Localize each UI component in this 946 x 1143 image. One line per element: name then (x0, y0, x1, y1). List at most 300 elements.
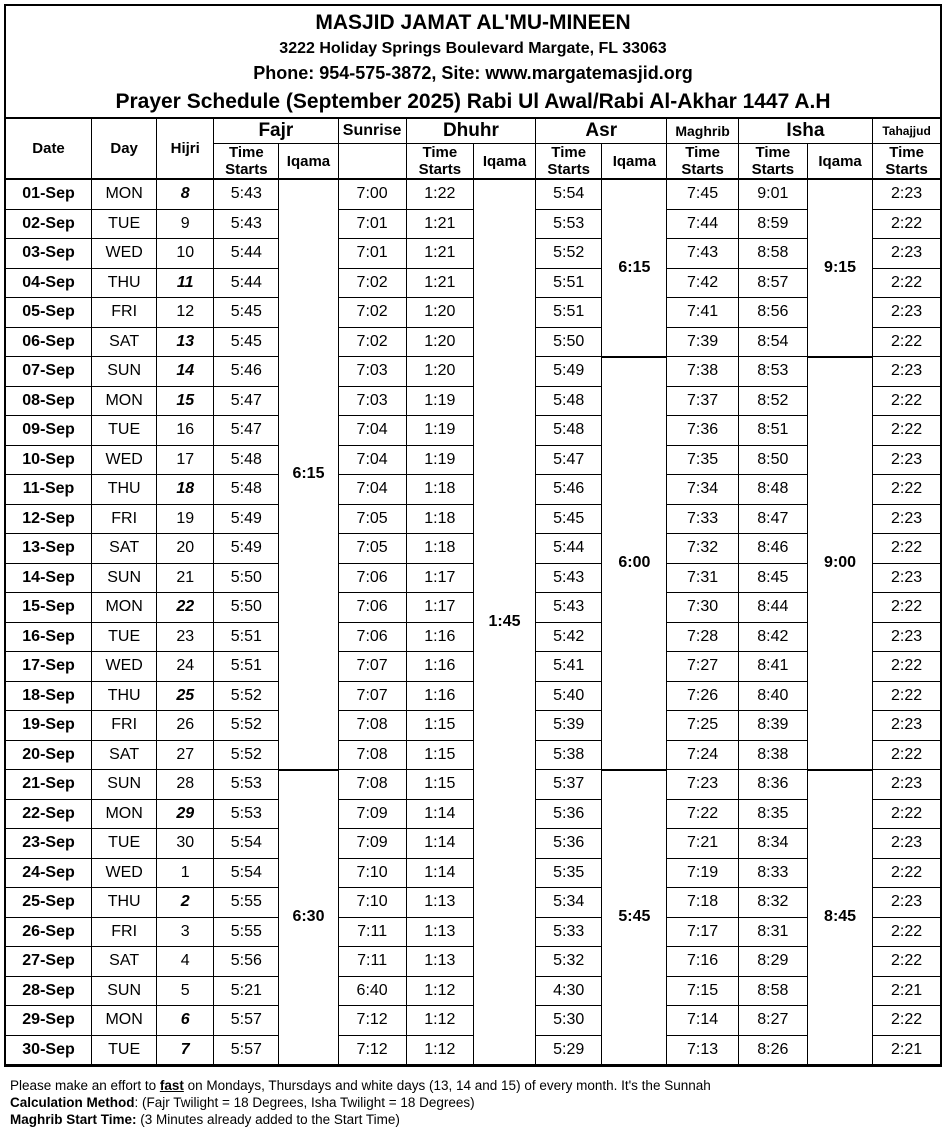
sunrise-cell: 7:01 (338, 209, 406, 239)
maghrib-time-cell: 7:13 (667, 1035, 738, 1065)
dhuhr-time-cell: 1:15 (406, 711, 473, 741)
date-cell: 05-Sep (6, 298, 92, 328)
dhuhr-time-starts: Time Starts (406, 144, 473, 180)
isha-time-cell: 8:32 (738, 888, 807, 918)
dhuhr-time-cell: 1:12 (406, 976, 473, 1006)
hijri-cell: 28 (157, 770, 214, 800)
sunrise-cell: 7:06 (338, 593, 406, 623)
dhuhr-time-cell: 1:13 (406, 917, 473, 947)
asr-time-cell: 5:30 (536, 1006, 602, 1036)
hijri-cell: 25 (157, 681, 214, 711)
maghrib-text: (3 Minutes already added to the Start Time) (136, 1112, 400, 1127)
asr-time-cell: 5:48 (536, 416, 602, 446)
isha-time-cell: 8:38 (738, 740, 807, 770)
day-cell: SUN (92, 976, 157, 1006)
hijri-cell: 5 (157, 976, 214, 1006)
hijri-cell: 20 (157, 534, 214, 564)
tahajjud-cell: 2:22 (873, 534, 940, 564)
fajr-iqama: Iqama (279, 144, 338, 180)
isha-iqama: Iqama (807, 144, 872, 180)
sunrise-cell: 7:01 (338, 239, 406, 269)
fajr-time-cell: 5:44 (214, 239, 279, 269)
calc-label: Calculation Method (10, 1095, 135, 1110)
day-cell: TUE (92, 416, 157, 446)
maghrib-time-cell: 7:45 (667, 179, 738, 209)
tahajjud-cell: 2:22 (873, 475, 940, 505)
hijri-cell: 27 (157, 740, 214, 770)
fajr-time-cell: 5:52 (214, 711, 279, 741)
maghrib-time-cell: 7:27 (667, 652, 738, 682)
hijri-cell: 8 (157, 179, 214, 209)
tahajjud-cell: 2:22 (873, 1006, 940, 1036)
tahajjud-cell: 2:23 (873, 770, 940, 800)
isha-time-cell: 8:50 (738, 445, 807, 475)
dhuhr-time-cell: 1:18 (406, 475, 473, 505)
isha-time-cell: 8:56 (738, 298, 807, 328)
tahajjud-cell: 2:21 (873, 976, 940, 1006)
isha-time-cell: 8:27 (738, 1006, 807, 1036)
hijri-cell: 15 (157, 386, 214, 416)
dhuhr-time-cell: 1:14 (406, 799, 473, 829)
sunrise-cell: 7:11 (338, 947, 406, 977)
asr-time-cell: 5:51 (536, 298, 602, 328)
table-row (6, 622, 940, 652)
table-row (6, 799, 940, 829)
isha-time-cell: 8:54 (738, 327, 807, 357)
date-cell: 22-Sep (6, 799, 92, 829)
table-row (6, 504, 940, 534)
fajr-time-cell: 5:50 (214, 563, 279, 593)
col-day: Day (92, 119, 157, 179)
asr-time-cell: 5:39 (536, 711, 602, 741)
date-cell: 01-Sep (6, 179, 92, 209)
dhuhr-time-cell: 1:20 (406, 357, 473, 387)
asr-iqama-cell: 5:45 (602, 770, 667, 1065)
asr-time-cell: 5:36 (536, 829, 602, 859)
sunrise-cell: 7:08 (338, 740, 406, 770)
table-row (6, 858, 940, 888)
tahajjud-time-starts: Time Starts (873, 144, 940, 180)
dhuhr-time-cell: 1:21 (406, 209, 473, 239)
asr-time-cell: 5:35 (536, 858, 602, 888)
asr-time-starts: Time Starts (536, 144, 602, 180)
fajr-iqama-cell: 6:15 (279, 179, 338, 770)
isha-time-cell: 8:44 (738, 593, 807, 623)
day-cell: THU (92, 268, 157, 298)
maghrib-label: Maghrib Start Time: (10, 1112, 137, 1127)
hijri-cell: 9 (157, 209, 214, 239)
day-cell: MON (92, 799, 157, 829)
day-cell: FRI (92, 298, 157, 328)
contact-info: Phone: 954-575-3872, Site: www.margatemasjid.org (253, 63, 693, 83)
asr-iqama-cell: 6:00 (602, 357, 667, 770)
tahajjud-cell: 2:21 (873, 1035, 940, 1065)
col-fajr: Fajr (214, 119, 338, 144)
date-cell: 30-Sep (6, 1035, 92, 1065)
isha-time-cell: 8:42 (738, 622, 807, 652)
hijri-cell: 22 (157, 593, 214, 623)
asr-iqama-cell: 6:15 (602, 179, 667, 357)
fajr-time-cell: 5:43 (214, 209, 279, 239)
table-row (6, 386, 940, 416)
col-hijri: Hijri (157, 119, 214, 179)
maghrib-time-cell: 7:21 (667, 829, 738, 859)
day-cell: WED (92, 445, 157, 475)
hijri-cell: 10 (157, 239, 214, 269)
calculation-note (10, 1094, 936, 1111)
dhuhr-time-cell: 1:19 (406, 445, 473, 475)
hijri-cell: 14 (157, 357, 214, 387)
isha-time-cell: 8:59 (738, 209, 807, 239)
hijri-cell: 19 (157, 504, 214, 534)
table-row (6, 770, 940, 800)
maghrib-time-cell: 7:43 (667, 239, 738, 269)
dhuhr-iqama: Iqama (473, 144, 535, 180)
asr-time-cell: 5:33 (536, 917, 602, 947)
table-row (6, 593, 940, 623)
fajr-time-cell: 5:48 (214, 445, 279, 475)
sunrise-cell: 7:04 (338, 416, 406, 446)
asr-time-cell: 5:38 (536, 740, 602, 770)
dhuhr-time-cell: 1:12 (406, 1006, 473, 1036)
maghrib-time-cell: 7:31 (667, 563, 738, 593)
asr-time-cell: 5:52 (536, 239, 602, 269)
sunrise-cell: 7:02 (338, 327, 406, 357)
hijri-cell: 30 (157, 829, 214, 859)
tahajjud-cell: 2:23 (873, 622, 940, 652)
tahajjud-cell: 2:22 (873, 858, 940, 888)
table-row (6, 416, 940, 446)
date-cell: 12-Sep (6, 504, 92, 534)
maghrib-time-cell: 7:25 (667, 711, 738, 741)
day-cell: MON (92, 1006, 157, 1036)
fajr-time-cell: 5:49 (214, 504, 279, 534)
dhuhr-time-cell: 1:20 (406, 327, 473, 357)
date-cell: 23-Sep (6, 829, 92, 859)
asr-time-cell: 5:44 (536, 534, 602, 564)
tahajjud-cell: 2:22 (873, 209, 940, 239)
sunrise-cell: 7:00 (338, 179, 406, 209)
hijri-cell: 26 (157, 711, 214, 741)
isha-time-cell: 8:31 (738, 917, 807, 947)
tahajjud-cell: 2:22 (873, 416, 940, 446)
fast-note-rest: on Mondays, Thursdays and white days (13, 14 and 15) of every month. It's the Sunnah (183, 1078, 711, 1093)
day-cell: THU (92, 681, 157, 711)
isha-time-cell: 8:58 (738, 976, 807, 1006)
asr-time-cell: 5:42 (536, 622, 602, 652)
fast-word: fast (159, 1078, 184, 1093)
asr-time-cell: 5:47 (536, 445, 602, 475)
fast-note-text: Please make an effort to (10, 1078, 160, 1093)
tahajjud-cell: 2:22 (873, 917, 940, 947)
fajr-time-cell: 5:52 (214, 681, 279, 711)
dhuhr-time-cell: 1:12 (406, 1035, 473, 1065)
maghrib-time-cell: 7:28 (667, 622, 738, 652)
hijri-cell: 6 (157, 1006, 214, 1036)
asr-time-cell: 5:48 (536, 386, 602, 416)
fast-note (10, 1077, 936, 1094)
isha-time-cell: 8:40 (738, 681, 807, 711)
date-cell: 21-Sep (6, 770, 92, 800)
isha-time-cell: 8:47 (738, 504, 807, 534)
isha-time-cell: 8:46 (738, 534, 807, 564)
fajr-time-cell: 5:45 (214, 298, 279, 328)
asr-time-cell: 5:45 (536, 504, 602, 534)
asr-time-cell: 5:53 (536, 209, 602, 239)
maghrib-time-cell: 7:32 (667, 534, 738, 564)
fajr-time-cell: 5:45 (214, 327, 279, 357)
date-cell: 09-Sep (6, 416, 92, 446)
day-cell: SAT (92, 740, 157, 770)
date-cell: 04-Sep (6, 268, 92, 298)
maghrib-time-cell: 7:35 (667, 445, 738, 475)
day-cell: TUE (92, 1035, 157, 1065)
date-cell: 06-Sep (6, 327, 92, 357)
fajr-time-cell: 5:55 (214, 917, 279, 947)
col-date: Date (6, 119, 92, 179)
sunrise-cell: 7:09 (338, 829, 406, 859)
fajr-time-cell: 5:47 (214, 386, 279, 416)
maghrib-time-cell: 7:36 (667, 416, 738, 446)
fajr-time-cell: 5:55 (214, 888, 279, 918)
hijri-cell: 23 (157, 622, 214, 652)
table-row (6, 357, 940, 387)
fajr-time-cell: 5:57 (214, 1006, 279, 1036)
isha-iqama-cell: 8:45 (807, 770, 872, 1065)
tahajjud-cell: 2:23 (873, 563, 940, 593)
dhuhr-time-cell: 1:21 (406, 268, 473, 298)
table-row (6, 947, 940, 977)
date-cell: 29-Sep (6, 1006, 92, 1036)
sunrise-cell: 7:10 (338, 888, 406, 918)
isha-time-cell: 8:35 (738, 799, 807, 829)
dhuhr-time-cell: 1:19 (406, 386, 473, 416)
fajr-time-cell: 5:44 (214, 268, 279, 298)
asr-iqama: Iqama (602, 144, 667, 180)
tahajjud-cell: 2:22 (873, 268, 940, 298)
table-row (6, 445, 940, 475)
fajr-time-cell: 5:54 (214, 858, 279, 888)
dhuhr-time-cell: 1:22 (406, 179, 473, 209)
isha-time-cell: 8:41 (738, 652, 807, 682)
dhuhr-time-cell: 1:20 (406, 298, 473, 328)
sunrise-cell: 7:09 (338, 799, 406, 829)
asr-time-cell: 5:54 (536, 179, 602, 209)
day-cell: WED (92, 858, 157, 888)
table-row (6, 327, 940, 357)
sunrise-cell: 7:11 (338, 917, 406, 947)
table-row (6, 534, 940, 564)
tahajjud-cell: 2:23 (873, 711, 940, 741)
fajr-time-cell: 5:48 (214, 475, 279, 505)
fajr-time-cell: 5:57 (214, 1035, 279, 1065)
table-row (6, 888, 940, 918)
asr-time-cell: 5:37 (536, 770, 602, 800)
dhuhr-time-cell: 1:16 (406, 652, 473, 682)
tahajjud-cell: 2:23 (873, 504, 940, 534)
maghrib-time-starts: Time Starts (667, 144, 738, 180)
dhuhr-time-cell: 1:15 (406, 740, 473, 770)
isha-time-cell: 8:33 (738, 858, 807, 888)
isha-time-cell: 8:45 (738, 563, 807, 593)
fajr-iqama-cell: 6:30 (279, 770, 338, 1065)
table-row (6, 239, 940, 269)
date-cell: 28-Sep (6, 976, 92, 1006)
col-dhuhr: Dhuhr (406, 119, 535, 144)
date-cell: 24-Sep (6, 858, 92, 888)
asr-time-cell: 5:29 (536, 1035, 602, 1065)
tahajjud-cell: 2:22 (873, 681, 940, 711)
asr-time-cell: 5:43 (536, 563, 602, 593)
asr-time-cell: 5:49 (536, 357, 602, 387)
day-cell: TUE (92, 829, 157, 859)
maghrib-time-cell: 7:24 (667, 740, 738, 770)
table-row (6, 711, 940, 741)
isha-time-cell: 8:51 (738, 416, 807, 446)
isha-time-cell: 8:34 (738, 829, 807, 859)
maghrib-time-cell: 7:44 (667, 209, 738, 239)
maghrib-time-cell: 7:22 (667, 799, 738, 829)
date-cell: 02-Sep (6, 209, 92, 239)
sunrise-cell: 7:03 (338, 386, 406, 416)
tahajjud-cell: 2:22 (873, 593, 940, 623)
day-cell: MON (92, 179, 157, 209)
table-row (6, 298, 940, 328)
tahajjud-cell: 2:22 (873, 947, 940, 977)
maghrib-time-cell: 7:26 (667, 681, 738, 711)
date-cell: 11-Sep (6, 475, 92, 505)
day-cell: SUN (92, 770, 157, 800)
isha-time-cell: 8:53 (738, 357, 807, 387)
hijri-cell: 11 (157, 268, 214, 298)
table-body (6, 179, 940, 1065)
hijri-cell: 7 (157, 1035, 214, 1065)
date-cell: 10-Sep (6, 445, 92, 475)
maghrib-time-cell: 7:15 (667, 976, 738, 1006)
isha-iqama-cell: 9:00 (807, 357, 872, 770)
sunrise-cell: 7:08 (338, 770, 406, 800)
dhuhr-iqama-cell: 1:45 (473, 179, 535, 1065)
sunrise-cell: 7:02 (338, 268, 406, 298)
dhuhr-time-cell: 1:13 (406, 888, 473, 918)
isha-time-cell: 8:52 (738, 386, 807, 416)
isha-time-cell: 8:58 (738, 239, 807, 269)
day-cell: THU (92, 888, 157, 918)
notes (10, 1077, 936, 1128)
fajr-time-cell: 5:43 (214, 179, 279, 209)
date-cell: 13-Sep (6, 534, 92, 564)
isha-time-cell: 8:29 (738, 947, 807, 977)
sunrise-cell: 7:04 (338, 475, 406, 505)
fajr-time-cell: 5:54 (214, 829, 279, 859)
tahajjud-cell: 2:22 (873, 327, 940, 357)
maghrib-time-cell: 7:14 (667, 1006, 738, 1036)
sunrise-cell: 7:08 (338, 711, 406, 741)
isha-time-starts: Time Starts (738, 144, 807, 180)
isha-time-cell: 8:48 (738, 475, 807, 505)
dhuhr-time-cell: 1:13 (406, 947, 473, 977)
isha-time-cell: 9:01 (738, 179, 807, 209)
sunrise-cell: 7:06 (338, 563, 406, 593)
table-row (6, 1006, 940, 1036)
day-cell: FRI (92, 917, 157, 947)
date-cell: 16-Sep (6, 622, 92, 652)
table-row (6, 209, 940, 239)
asr-time-cell: 5:36 (536, 799, 602, 829)
maghrib-time-cell: 7:17 (667, 917, 738, 947)
table-row (6, 917, 940, 947)
table-row (6, 268, 940, 298)
maghrib-time-cell: 7:42 (667, 268, 738, 298)
day-cell: WED (92, 239, 157, 269)
dhuhr-time-cell: 1:17 (406, 563, 473, 593)
fajr-time-cell: 5:50 (214, 593, 279, 623)
hijri-cell: 16 (157, 416, 214, 446)
maghrib-time-cell: 7:30 (667, 593, 738, 623)
isha-iqama-cell: 9:15 (807, 179, 872, 357)
asr-time-cell: 5:41 (536, 652, 602, 682)
sunrise-cell: 7:07 (338, 681, 406, 711)
table-row (6, 1035, 940, 1065)
asr-time-cell: 5:32 (536, 947, 602, 977)
maghrib-time-cell: 7:41 (667, 298, 738, 328)
dhuhr-time-cell: 1:21 (406, 239, 473, 269)
dhuhr-time-cell: 1:15 (406, 770, 473, 800)
date-cell: 15-Sep (6, 593, 92, 623)
date-cell: 27-Sep (6, 947, 92, 977)
maghrib-note (10, 1111, 936, 1128)
hijri-cell: 4 (157, 947, 214, 977)
maghrib-time-cell: 7:34 (667, 475, 738, 505)
dhuhr-time-cell: 1:18 (406, 534, 473, 564)
table-row (6, 475, 940, 505)
day-cell: MON (92, 593, 157, 623)
isha-time-cell: 8:39 (738, 711, 807, 741)
day-cell: MON (92, 386, 157, 416)
asr-time-cell: 5:43 (536, 593, 602, 623)
maghrib-time-cell: 7:37 (667, 386, 738, 416)
date-cell: 14-Sep (6, 563, 92, 593)
tahajjud-cell: 2:23 (873, 829, 940, 859)
sunrise-cell: 7:12 (338, 1035, 406, 1065)
col-isha: Isha (738, 119, 872, 144)
fajr-time-cell: 5:51 (214, 652, 279, 682)
schedule-title: Prayer Schedule (September 2025) Rabi Ul Awal/Rabi Al-Akhar 1447 A.H (6, 87, 940, 119)
date-cell: 18-Sep (6, 681, 92, 711)
maghrib-time-cell: 7:18 (667, 888, 738, 918)
hijri-cell: 24 (157, 652, 214, 682)
isha-time-cell: 8:57 (738, 268, 807, 298)
date-cell: 07-Sep (6, 357, 92, 387)
day-cell: THU (92, 475, 157, 505)
prayer-table (6, 119, 940, 1065)
tahajjud-cell: 2:22 (873, 740, 940, 770)
hijri-cell: 12 (157, 298, 214, 328)
fajr-time-starts: Time Starts (214, 144, 279, 180)
day-cell: TUE (92, 622, 157, 652)
address: 3222 Holiday Springs Boulevard Margate, FL 33063 (279, 40, 667, 57)
maghrib-time-cell: 7:39 (667, 327, 738, 357)
hijri-cell: 18 (157, 475, 214, 505)
tahajjud-cell: 2:23 (873, 357, 940, 387)
table-row (6, 976, 940, 1006)
day-cell: SAT (92, 947, 157, 977)
asr-time-cell: 5:50 (536, 327, 602, 357)
col-tahajjud: Tahajjud (873, 119, 940, 144)
org-name: MASJID JAMAT AL'MU-MINEEN (315, 11, 631, 34)
table-row (6, 652, 940, 682)
tahajjud-cell: 2:23 (873, 298, 940, 328)
